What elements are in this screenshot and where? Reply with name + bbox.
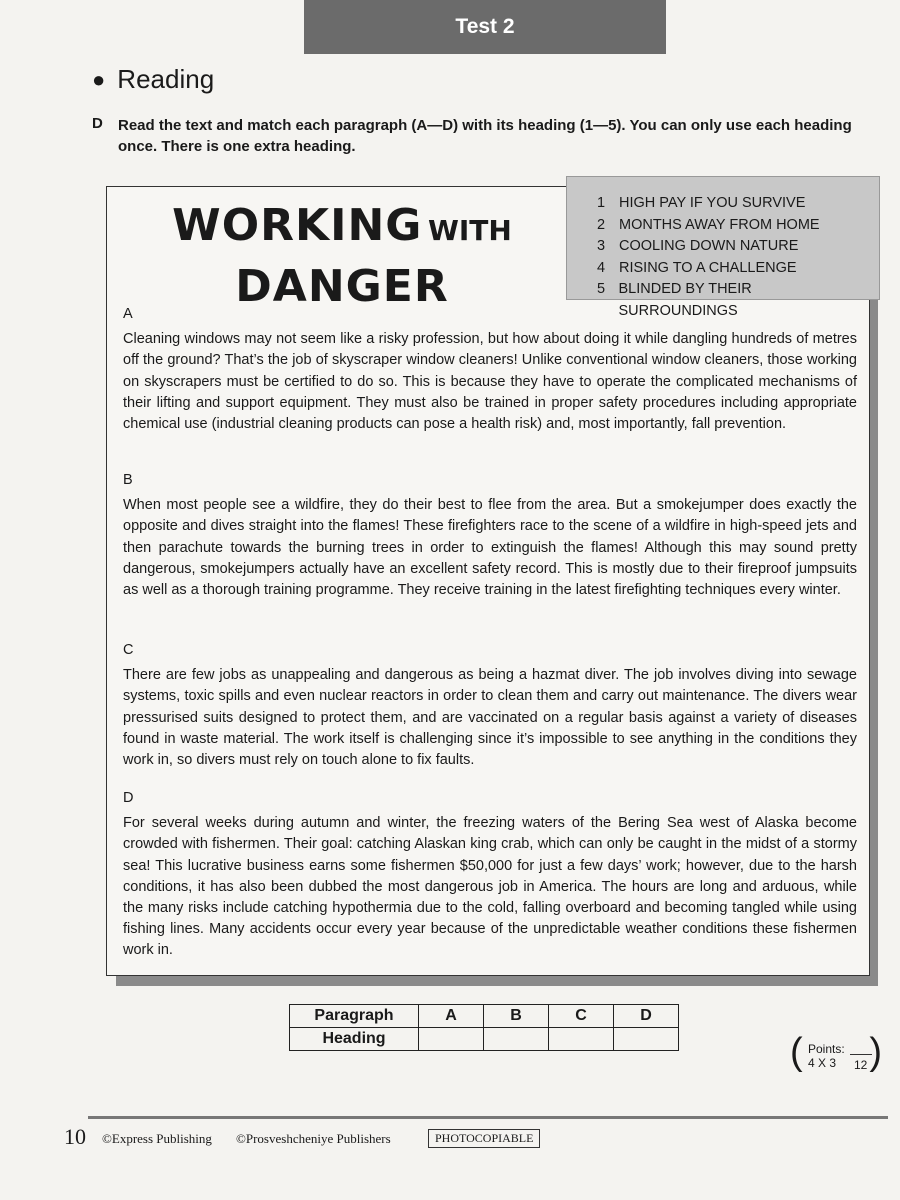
photocopiable-badge: PHOTOCOPIABLE <box>428 1129 540 1148</box>
heading-text: BLINDED BY THEIR SURROUNDINGS <box>618 281 752 319</box>
table-row <box>290 1005 679 1028</box>
heading-text: RISING TO A CHALLENGE <box>619 259 797 276</box>
test-label: Test 2 <box>304 0 666 54</box>
paragraph-letter: D <box>123 790 134 806</box>
answer-cell[interactable] <box>614 1028 679 1051</box>
heading-item <box>597 258 869 280</box>
heading-number: 2 <box>597 216 606 233</box>
column-header: D <box>614 1005 679 1028</box>
instruction-letter: D <box>92 115 103 132</box>
column-header: B <box>484 1005 549 1028</box>
publisher-express: ©Express Publishing <box>102 1131 212 1146</box>
bracket-right-icon: ) <box>869 1031 882 1073</box>
section-title-text: Reading <box>117 64 215 94</box>
title-word-with: WITH <box>427 214 512 247</box>
heading-number: 1 <box>597 195 606 211</box>
paragraph-d <box>123 788 857 962</box>
heading-text: MONTHS AWAY FROM HOME <box>619 216 820 233</box>
points-label: Points: <box>808 1042 845 1056</box>
page-number: 10 <box>64 1124 86 1149</box>
answer-cell[interactable] <box>419 1028 484 1051</box>
heading-text: HIGH PAY IF YOU SURVIVE <box>619 195 806 211</box>
answer-cell[interactable] <box>549 1028 614 1051</box>
answer-cell[interactable] <box>484 1028 549 1051</box>
section-title <box>92 64 214 95</box>
paragraph-text: When most people see a wildfire, they do their best to flee from the area. But a smokejumper does exactly the opposite and dives straight into the flames! These firefighters race to the scene of a wildfire in high-speed jets and then parachute towards the burning trees in order to extinguish the flames! Although this may sound pretty dangerous, smokejumpers actually have an excellent safety record. This is mostly due to their fireproof jumpsuits as well as a thorough training programme. They receive training in the latest firefighting techniques every winter. <box>123 497 857 599</box>
row-label-heading: Heading <box>290 1028 419 1051</box>
heading-text: COOLING DOWN NATURE <box>619 238 799 254</box>
footer-divider <box>88 1116 888 1119</box>
bullet-icon: ● <box>92 66 106 92</box>
points-box <box>790 1031 886 1076</box>
column-header: A <box>419 1005 484 1028</box>
heading-number: 4 <box>597 259 606 276</box>
instruction-text: Read the text and match each paragraph (A—D) with its heading (1—5). You can only use each heading once. There is one extra heading. <box>118 117 852 155</box>
paragraph-c <box>123 640 857 771</box>
heading-item <box>597 193 869 215</box>
title-word-working: WORKING <box>172 200 423 251</box>
publisher-prosveshcheniye: ©Prosveshcheniye Publishers <box>236 1131 391 1146</box>
points-calc: 4 X 3 <box>808 1056 837 1070</box>
paragraph-text: For several weeks during autumn and winter, the freezing waters of the Bering Sea west of Alaska become crowded with fishermen. Their goal: catching Alaskan king crab, which can only be caught in the midst of a stormy sea! This lucrative business earns some fishermen $50,000 for just a few days’ work; however, due to the harsh conditions, it has also been dubbed the most dangerous job in America. The hours are long and arduous, while the many risks include catching hypothermia due to the cold, falling overboard and becoming tangled while using fishing lines. Many accidents occur every year because of the unpredictable weather conditions these fishermen work in. <box>123 815 857 959</box>
paragraph-letter: A <box>123 306 133 322</box>
paragraph-b <box>123 470 857 601</box>
heading-item <box>597 236 869 258</box>
heading-number: 5 <box>597 281 606 297</box>
paragraph-a <box>123 304 857 435</box>
heading-item <box>597 215 869 237</box>
paragraph-text: Cleaning windows may not seem like a risky profession, but how about doing it while dangling hundreds of metres off the ground? That’s the job of skyscraper window cleaners! Unlike conventional window cleaners, those working on skyscrapers must be certified to do so. This is because they have to operate the complicated mechanisms of their lifting and support equipment. They must also be trained in proper safety procedures including appropriate chemical use (industrial cleaning products can pose a health risk) and, most importantly, fall prevention. <box>123 331 857 433</box>
answer-table <box>289 1004 679 1051</box>
bracket-left-icon: ( <box>790 1031 803 1073</box>
points-total: 12 <box>854 1058 868 1072</box>
column-header: C <box>549 1005 614 1028</box>
title-word-danger: DANGER <box>235 261 449 312</box>
headings-list <box>566 176 880 319</box>
row-label-paragraph: Paragraph <box>290 1005 419 1028</box>
paragraph-letter: C <box>123 642 134 658</box>
paragraph-letter: B <box>123 472 133 488</box>
paragraph-text: There are few jobs as unappealing and dangerous as being a hazmat diver. The job involves diving into sewage systems, toxic spills and even nuclear reactors in order to clean them and carry out maintenance. The divers wear pressurised suits designed to protect them, and are vaccinated on a regular basis against a variety of diseases found in waste material. The work itself is challenging since it’s impossible to see anything in the conditions they work in, so divers must rely on touch alone to fix faults. <box>123 667 857 769</box>
table-row <box>290 1028 679 1051</box>
heading-number: 3 <box>597 238 606 254</box>
